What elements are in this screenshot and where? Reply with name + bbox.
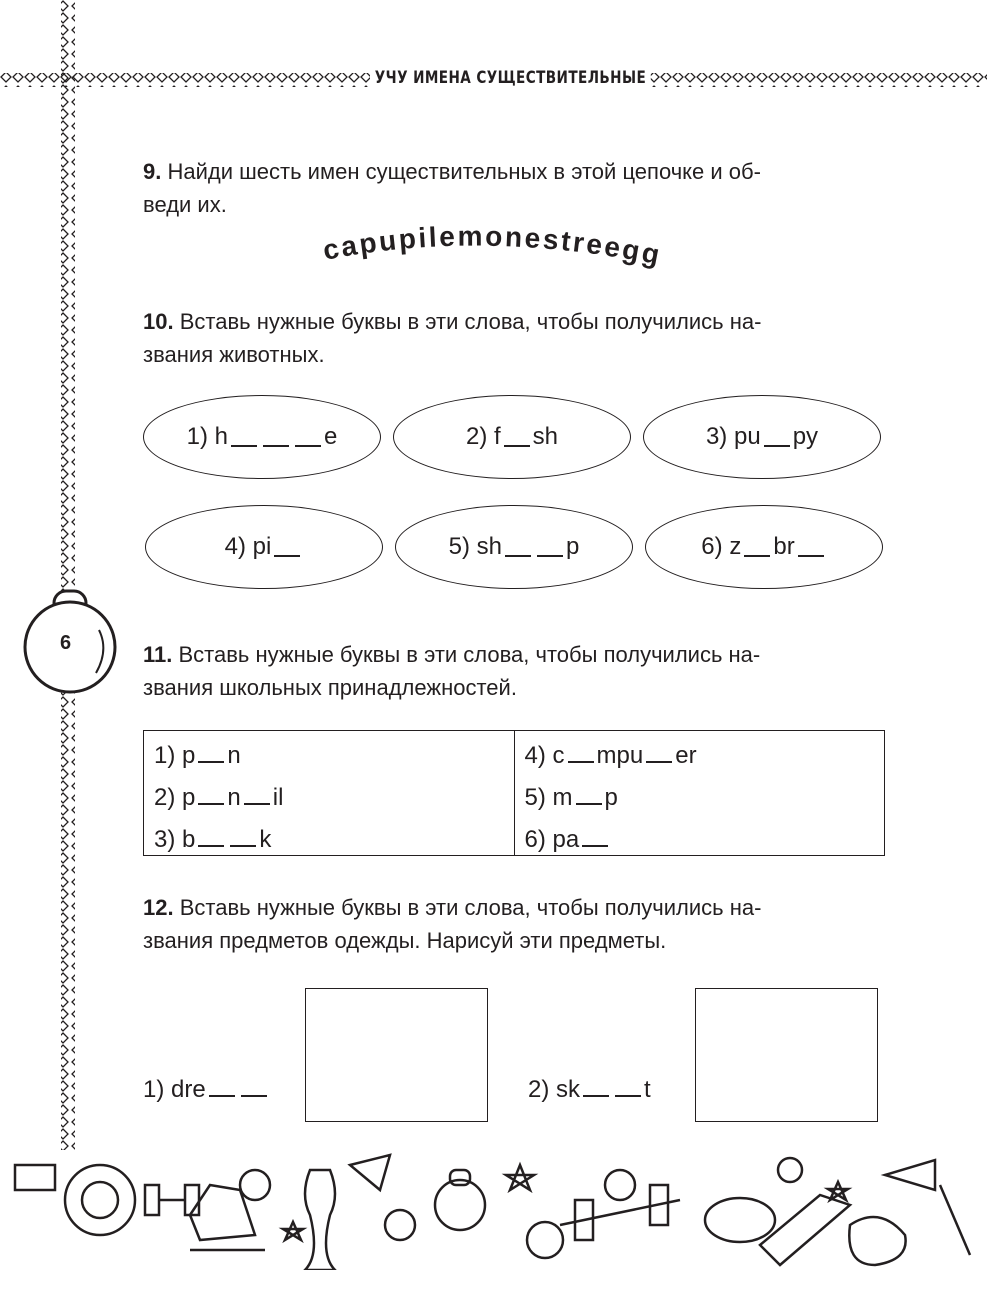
- letter-blank[interactable]: [274, 537, 300, 557]
- letter-blank[interactable]: [295, 427, 321, 447]
- letter-blank[interactable]: [209, 1077, 235, 1097]
- task-text: звания школьных принадлежностей.: [143, 675, 517, 700]
- word-item: 3) b k: [154, 826, 272, 853]
- bowling-pin-icon: [305, 1170, 335, 1270]
- task-10: [143, 305, 888, 371]
- letter-chain-text: capupilemonestreegg: [320, 220, 665, 271]
- dumbbell-icon: [145, 1185, 199, 1215]
- star-icon: [283, 1222, 303, 1240]
- letter-blank[interactable]: [568, 743, 594, 763]
- whistle-icon: [15, 1165, 55, 1190]
- letter-blank[interactable]: [241, 1077, 267, 1097]
- ball-icon: [240, 1170, 270, 1200]
- animal-word-oval: 3) pu py: [643, 395, 881, 479]
- task-text: звания животных.: [143, 342, 325, 367]
- letter-blank[interactable]: [615, 1077, 641, 1097]
- task-text: Вставь нужные буквы в эти слова, чтобы получились на-: [178, 642, 761, 667]
- dart-icon: [940, 1185, 970, 1255]
- task-9: [143, 155, 888, 221]
- task-number: 10.: [143, 309, 174, 334]
- word-item: 1) p n: [154, 742, 241, 769]
- letter-blank[interactable]: [263, 427, 289, 447]
- boxing-glove-icon: [849, 1217, 905, 1265]
- star-icon: [506, 1165, 534, 1190]
- letter-blank[interactable]: [646, 743, 672, 763]
- animal-word-oval: 5) sh p: [395, 505, 633, 589]
- task-number: 11.: [143, 642, 173, 667]
- word-item: 2) p n il: [154, 784, 284, 811]
- shuttlecock-icon: [350, 1155, 390, 1190]
- task-11: [143, 638, 888, 704]
- animal-word-oval: 4) pi: [145, 505, 383, 589]
- task-text: Вставь нужные буквы в эти слова, чтобы получились на-: [179, 895, 762, 920]
- word-item: 4) c mpu er: [524, 742, 697, 769]
- animal-word-oval: 2) f sh: [393, 395, 631, 479]
- animal-word-oval: 1) h e: [143, 395, 381, 479]
- letter-blank[interactable]: [583, 1077, 609, 1097]
- task-number: 9.: [143, 159, 162, 184]
- word-item: 6) pa: [525, 819, 875, 861]
- letter-blank[interactable]: [198, 785, 224, 805]
- football-icon: [705, 1198, 775, 1242]
- table-column-left: [144, 731, 514, 855]
- star-icon: [828, 1182, 848, 1200]
- letter-blank[interactable]: [505, 537, 531, 557]
- letter-blank[interactable]: [198, 827, 224, 847]
- letter-blank[interactable]: [582, 827, 608, 847]
- header-title: УЧУ ИМЕНА СУЩЕСТВИТЕЛЬНЫЕ: [370, 68, 651, 88]
- flipper-icon: [760, 1195, 850, 1265]
- spiral-icon: [778, 1158, 802, 1182]
- sports-doodles-strip: [0, 1145, 987, 1270]
- medal-icon: [385, 1210, 415, 1240]
- letter-blank[interactable]: [576, 785, 602, 805]
- stopwatch-icon: [605, 1170, 635, 1200]
- clothing-word: 1) dre: [143, 1076, 270, 1104]
- animal-word-oval: 6) z br: [645, 505, 883, 589]
- task-number: 12.: [143, 895, 174, 920]
- drawing-box[interactable]: [305, 988, 488, 1122]
- school-supplies-table: [143, 730, 885, 856]
- letter-blank[interactable]: [230, 827, 256, 847]
- task-text: Найди шесть имен существительных в этой цепочке и об-: [167, 159, 761, 184]
- medal-icon: [527, 1222, 563, 1258]
- barbell-icon: [560, 1185, 680, 1240]
- letter-blank[interactable]: [231, 427, 257, 447]
- task-12: [143, 891, 888, 957]
- target-icon: [65, 1165, 135, 1235]
- letter-blank[interactable]: [744, 537, 770, 557]
- letter-blank[interactable]: [504, 427, 530, 447]
- svg-text:capupilemonestreegg: [320, 221, 664, 271]
- clothing-word: 2) sk t: [528, 1076, 651, 1103]
- letter-blank[interactable]: [198, 743, 224, 763]
- drawing-box[interactable]: [695, 988, 878, 1122]
- pennant-icon: [885, 1160, 935, 1190]
- task-text: веди их.: [143, 192, 227, 217]
- letter-blank[interactable]: [798, 537, 824, 557]
- task-text: Вставь нужные буквы в эти слова, чтобы получились на-: [179, 309, 762, 334]
- page-number: 6: [60, 632, 72, 654]
- skate-icon: [190, 1185, 265, 1250]
- letter-chain: [300, 215, 730, 295]
- word-item: 5) m p: [524, 784, 618, 811]
- kettlebell-doodle-icon: [435, 1170, 485, 1230]
- letter-blank[interactable]: [537, 537, 563, 557]
- table-column-right: [514, 731, 885, 855]
- letter-blank[interactable]: [764, 427, 790, 447]
- letter-blank[interactable]: [244, 785, 270, 805]
- task-text: звания предметов одежды. Нарисуй эти предметы.: [143, 928, 667, 953]
